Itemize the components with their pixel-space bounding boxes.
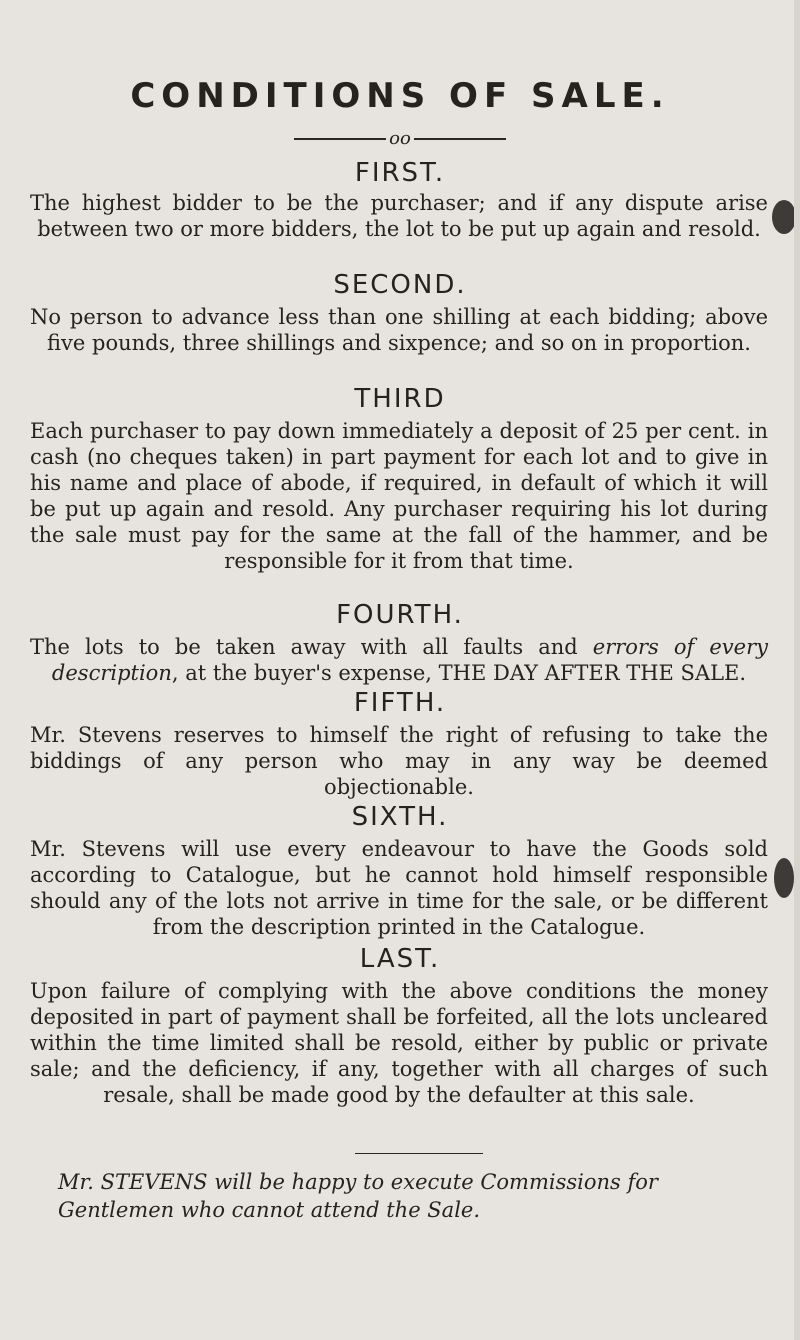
ornament-rule-left [294,138,386,140]
section-text-fifth: Mr. Stevens reserves to himself the right of refusing to take the biddings of any person who may in any way be deemed objectionable. [30,723,768,799]
section-text-sixth: Mr. Stevens will use every endeavour to have the Goods sold according to Catalogue, but he cannot hold himself responsible should any of the lots not arrive in time for the sale, or be different from the description printed in the Catalogue. [30,837,768,939]
section-text-last: Upon failure of complying with the above conditions the money deposited in part of payment shall be forfeited, all the lots uncleared within the time limited shall be resold, either by public or private sale; and the deficiency, if any, together with all charges of such resale, shall be made good by the defaulter at this sale. [30,979,768,1107]
section-heading-fifth: FIFTH. [353,688,447,718]
margin-blot-top [772,200,796,234]
fourth-text-after: , at the buyer's expense, THE DAY AFTER THE SALE. [171,661,747,685]
fourth-text-italic: errors of every description [51,635,768,685]
footer-note: Mr. STEVENS will be happy to execute Commissions for Gentlemen who cannot attend the Sale. [58,1170,658,1222]
ornament-rule-right [414,138,506,140]
fourth-text-before: The lots to be taken away with all faults and [30,635,593,659]
section-text-second: No person to advance less than one shilling at each bidding; above five pounds, three shillings and sixpence; and so on in proportion. [30,305,768,355]
page-edge [794,0,800,1340]
section-heading-fourth: FOURTH. [336,600,464,630]
page-title: CONDITIONS OF SALE. [130,76,670,116]
section-heading-first: FIRST. [354,158,446,188]
ornament-mark: oo [389,128,411,149]
section-heading-second: SECOND. [333,270,467,300]
title-ornament [0,128,800,149]
margin-blot-bottom [774,858,794,898]
section-text-first: The highest bidder to be the purchaser; and if any dispute arise between two or more bidders, the lot to be put up again and resold. [30,191,768,241]
section-heading-third: THIRD [354,384,446,414]
section-heading-sixth: SIXTH. [351,802,449,832]
section-heading-last: LAST. [359,944,441,974]
footer-divider [355,1153,483,1154]
section-text-third: Each purchaser to pay down immediately a deposit of 25 per cent. in cash (no cheques taken) in part payment for each lot and to give in his name and place of abode, if required, in default of which it will be put up again and resold. Any purchaser requiring his lot during the sale must pay for the same at the fall of the hammer, and be responsible for it from that time. [30,419,768,573]
section-text-fourth [30,634,768,686]
